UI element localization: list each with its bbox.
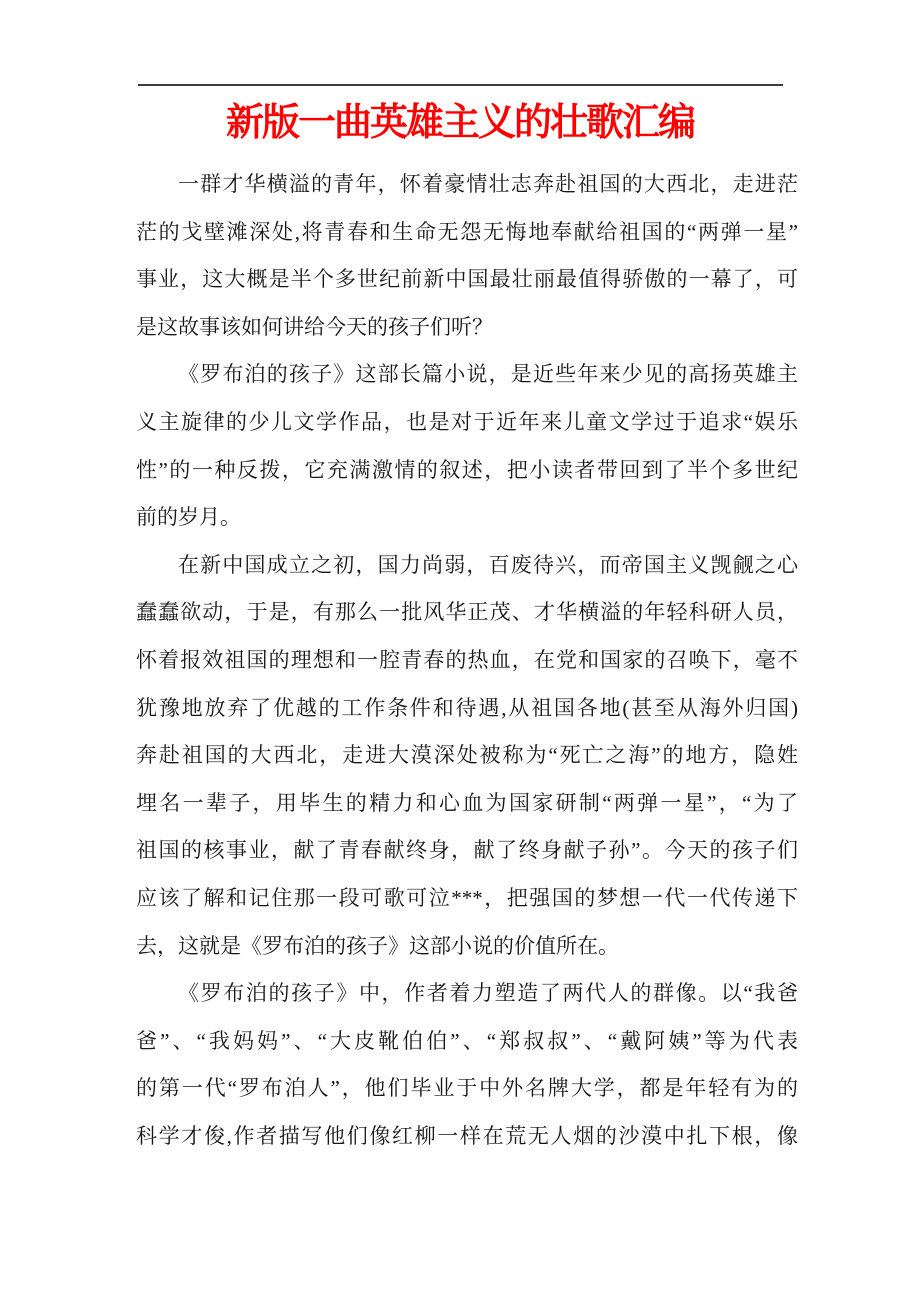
paragraph bbox=[136, 542, 798, 970]
text-line: 埋名一辈子，用毕生的精力和心血为国家研制“两弹一星”，“为了 bbox=[136, 790, 798, 815]
text-line: 爸”、“我妈妈”、“大皮靴伯伯”、“郑叔叔”、“戴阿姨”等为代表 bbox=[136, 1028, 798, 1053]
text-line: 义主旋律的少儿文学作品，也是对于近年来儿童文学过于追求“娱乐 bbox=[136, 409, 798, 434]
text-line: 科学才俊,作者描写他们像红柳一样在荒无人烟的沙漠中扎下根，像 bbox=[136, 1123, 798, 1148]
page-title: 新版一曲英雄主义的壮歌汇编 bbox=[225, 102, 694, 144]
text-line: 性”的一种反拨，它充满激情的叙述，把小读者带回到了半个多世纪 bbox=[136, 457, 798, 482]
text-line: 是这故事该如何讲给今天的孩子们听？ bbox=[136, 314, 493, 339]
text-line: 在新中国成立之初，国力尚弱，百废待兴，而帝国主义觊觎之心 bbox=[178, 552, 798, 577]
text-line: 犹豫地放弃了优越的工作条件和待遇,从祖国各地(甚至从海外归国) bbox=[136, 695, 798, 720]
text-line: 《罗布泊的孩子》中，作者着力塑造了两代人的群像。以“我爸 bbox=[178, 981, 798, 1006]
text-line: 的第一代“罗布泊人”，他们毕业于中外名牌大学，都是年轻有为的 bbox=[136, 1076, 798, 1101]
header-rule bbox=[138, 84, 783, 86]
paragraph bbox=[136, 351, 798, 541]
text-line: 《罗布泊的孩子》这部长篇小说，是近些年来少见的高扬英雄主 bbox=[178, 362, 798, 387]
text-line: 前的岁月。 bbox=[136, 505, 241, 530]
paragraph bbox=[136, 161, 798, 351]
text-line: 怀着报效祖国的理想和一腔青春的热血，在党和国家的召唤下，毫不 bbox=[136, 647, 798, 672]
text-line: 蠢蠢欲动，于是，有那么一批风华正茂、才华横溢的年轻科研人员， bbox=[136, 600, 798, 625]
text-line: 应该了解和记住那一段可歌可泣***，把强国的梦想一代一代传递下 bbox=[136, 885, 798, 910]
paragraph bbox=[136, 970, 798, 1160]
text-line: 去，这就是《罗布泊的孩子》这部小说的价值所在。 bbox=[136, 933, 619, 958]
text-line: 一群才华横溢的青年，怀着豪情壮志奔赴祖国的大西北，走进茫 bbox=[178, 172, 798, 196]
text-line: 奔赴祖国的大西北，走进大漠深处被称为“死亡之海”的地方，隐姓 bbox=[136, 743, 798, 768]
text-line: 事业，这大概是半个多世纪前新中国最壮丽最值得骄傲的一幕了，可 bbox=[136, 267, 798, 292]
document-body bbox=[136, 161, 798, 1160]
text-line: 茫的戈壁滩深处,将青春和生命无怨无悔地奉献给祖国的“两弹一星” bbox=[136, 219, 798, 244]
text-line: 祖国的核事业，献了青春献终身，献了终身献子孙”。今天的孩子们 bbox=[136, 838, 798, 863]
